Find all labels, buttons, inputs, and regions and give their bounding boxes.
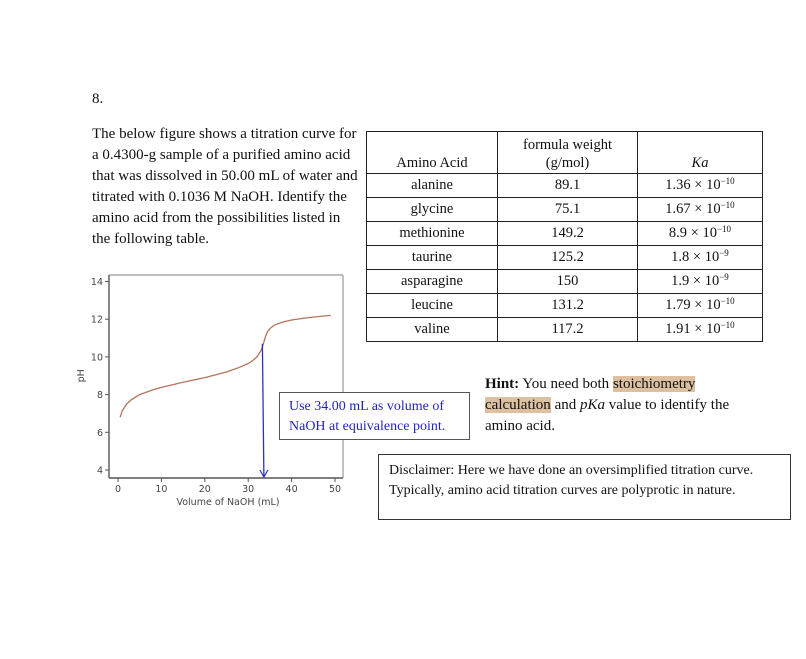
y-tick-label: 14: [90, 277, 103, 288]
table-row: [367, 174, 763, 198]
ka-mantissa: 8.9 × 10: [668, 225, 717, 241]
header-formula-weight-line1: formula weight: [523, 137, 612, 153]
hint-pka: pKa: [579, 397, 605, 413]
x-tick-label: 50: [328, 484, 342, 495]
cell-amino-acid: valine: [367, 318, 498, 342]
ka-exponent: −10: [720, 176, 735, 186]
chart-canvas: [70, 265, 360, 515]
ka-mantissa: 1.91 × 10: [665, 321, 721, 337]
cell-formula-weight: 117.2: [498, 318, 638, 342]
y-tick-label: 4: [96, 465, 103, 477]
x-tick-label: 20: [198, 484, 211, 495]
y-tick-label: 6: [96, 427, 103, 439]
header-amino-acid: Amino Acid: [367, 132, 498, 174]
y-tick-label: 12: [90, 314, 103, 326]
equivalence-annotation-box: [279, 392, 470, 440]
ka-mantissa: 1.79 × 10: [665, 297, 721, 313]
table-row: [367, 270, 763, 294]
x-axis-label: Volume of NaOH (mL): [176, 497, 280, 508]
x-tick-label: 30: [242, 484, 255, 495]
ka-mantissa: 1.36 × 10: [665, 177, 721, 193]
table-header-row: [367, 132, 763, 174]
question-number: 8.: [92, 91, 104, 107]
cell-amino-acid: leucine: [367, 294, 498, 318]
disclaimer-line1: Disclaimer: Here we have done an oversimplified titration curve.: [389, 463, 754, 478]
table-row: [367, 318, 763, 342]
header-formula-weight: [498, 132, 638, 174]
disclaimer-box: [378, 454, 791, 520]
hint-label: Hint:: [485, 376, 520, 392]
cell-formula-weight: 75.1: [498, 198, 638, 222]
cell-formula-weight: 131.2: [498, 294, 638, 318]
header-ka-label: Ka: [691, 155, 709, 171]
question-text: The below figure shows a titration curve for a 0.4300-g sample of a purified amino acid that was dissolved in 50.00 mL of water and titrated with 0.1036 M NaOH. Identify the amino acid from the possibilities listed in the following table.: [92, 126, 358, 247]
equivalence-arrow: [262, 344, 264, 477]
ka-exponent: −10: [716, 224, 732, 234]
cell-ka: [638, 318, 763, 342]
cell-ka: [638, 246, 763, 270]
cell-amino-acid: glycine: [367, 198, 498, 222]
header-formula-weight-line2: (g/mol): [545, 155, 590, 171]
hint-highlight-calculation: calculation: [485, 397, 551, 413]
hint-part: and: [550, 397, 580, 413]
cell-ka: [638, 270, 763, 294]
cell-formula-weight: 89.1: [498, 174, 638, 198]
x-tick-label: 40: [285, 484, 298, 495]
hint-part: value to identify the amino acid.: [485, 397, 730, 434]
ka-mantissa: 1.67 × 10: [665, 201, 721, 217]
ka-exponent: −10: [720, 296, 735, 306]
titration-chart: [70, 265, 360, 515]
annotation-line2: NaOH at equivalence point.: [289, 419, 446, 434]
hint-highlight-stoichiometry: stoichiometry: [612, 376, 696, 392]
ka-exponent: −9: [719, 272, 729, 282]
cell-ka: [638, 222, 763, 246]
cell-formula-weight: 150: [498, 270, 638, 294]
table-row: [367, 222, 763, 246]
cell-amino-acid: alanine: [367, 174, 498, 198]
disclaimer-line2: Typically, amino acid titration curves are polyprotic in nature.: [389, 483, 736, 498]
cell-amino-acid: methionine: [367, 222, 498, 246]
ka-exponent: −9: [719, 248, 729, 258]
cell-ka: [638, 198, 763, 222]
x-tick-label: 10: [155, 484, 168, 495]
y-tick-label: 10: [90, 352, 103, 364]
ka-mantissa: 1.9 × 10: [671, 273, 720, 289]
table-row: [367, 246, 763, 270]
ka-exponent: −10: [720, 320, 735, 330]
cell-ka: [638, 294, 763, 318]
hint-text: [485, 374, 745, 437]
cell-formula-weight: 149.2: [498, 222, 638, 246]
table-row: [367, 294, 763, 318]
cell-ka: [638, 174, 763, 198]
ka-exponent: −10: [720, 200, 735, 210]
ka-mantissa: 1.8 × 10: [671, 249, 720, 265]
y-axis-label: pH: [76, 369, 87, 383]
cell-amino-acid: taurine: [367, 246, 498, 270]
annotation-line1: Use 34.00 mL as volume of: [289, 399, 445, 414]
x-tick-label: 0: [114, 484, 122, 495]
header-ka: [638, 132, 763, 174]
amino-acid-table: [366, 131, 763, 342]
hint-part: You need both: [519, 376, 613, 392]
cell-formula-weight: 125.2: [498, 246, 638, 270]
y-tick-label: 8: [96, 390, 103, 402]
cell-amino-acid: asparagine: [367, 270, 498, 294]
table-row: [367, 198, 763, 222]
